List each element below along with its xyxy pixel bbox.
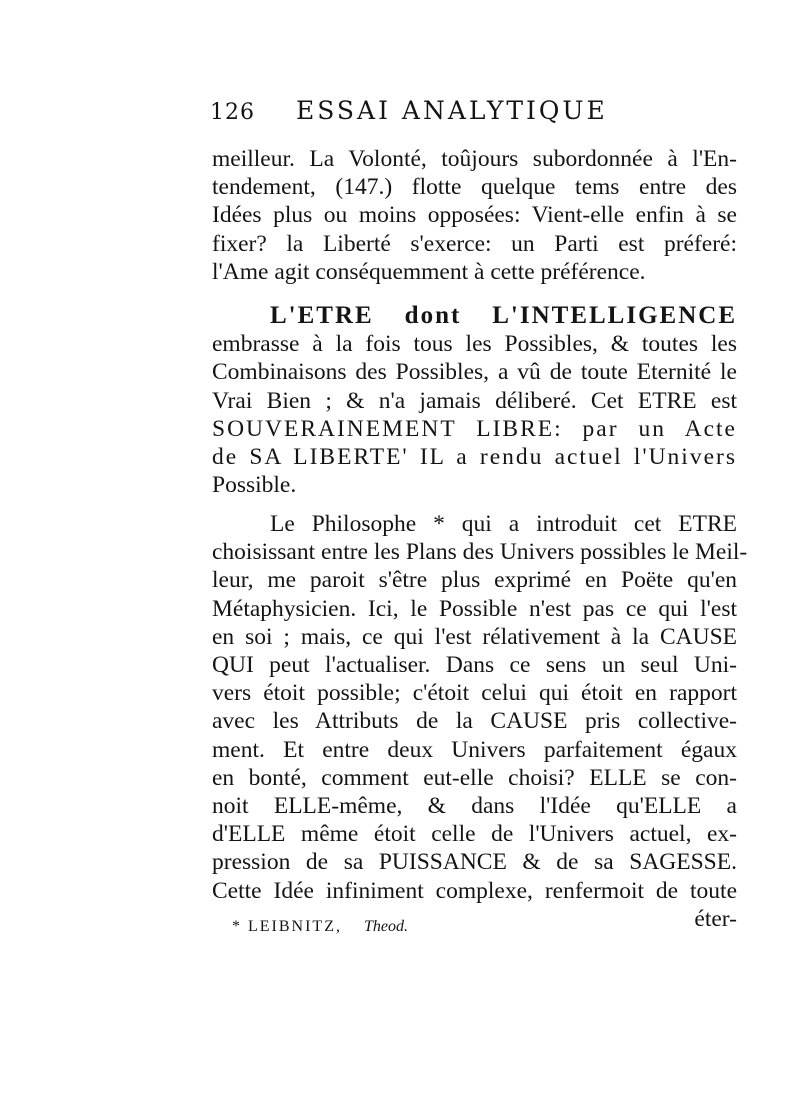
paragraph-3 bbox=[212, 510, 748, 933]
text-line: tendement, (147.) flotte quelque tems entre des bbox=[212, 174, 737, 201]
page-number: 126 bbox=[210, 100, 255, 125]
text-line: fixer? la Liberté s'exerce: un Parti est préferé: bbox=[212, 230, 737, 257]
paragraph-1 bbox=[212, 145, 737, 286]
text-line: meilleur. La Volonté, toûjours subordonnée à l'En- bbox=[212, 146, 737, 172]
text-line: ment. Et entre deux Univers parfaitement égaux bbox=[212, 736, 737, 763]
text-line: en soi ; mais, ce qui l'est rélativement à la CAUSE bbox=[212, 623, 737, 650]
footnote-work: Theod. bbox=[363, 918, 408, 935]
text-line: avec les Attributs de la CAUSE pris collective- bbox=[212, 708, 737, 735]
text-line: Combinaisons des Possibles, a vû de toute Eternité le bbox=[212, 359, 737, 386]
footnote bbox=[232, 918, 632, 936]
text-line: leur, me paroit s'être plus exprimé en Poëte qu'en bbox=[212, 567, 737, 594]
text-line: SOUVERAINEMENT LIBRE: par un Acte bbox=[212, 415, 737, 442]
text-line: l'Ame agit conséquemment à cette préférence. bbox=[212, 258, 646, 285]
text-line: L'ETRE dont L'INTELLIGENCE bbox=[270, 302, 737, 329]
text-line: en bonté, comment eut-elle choisi? ELLE se con- bbox=[212, 764, 737, 791]
text-line: Possible. bbox=[212, 472, 297, 499]
footnote-author: * LEIBNITZ, bbox=[232, 918, 342, 935]
text-line: Métaphysicien. Ici, le Possible n'est pas ce qui l'est bbox=[212, 595, 737, 622]
text-line: QUI peut l'actualiser. Dans ce sens un seul Uni- bbox=[212, 652, 737, 679]
text-line: Vrai Bien ; & n'a jamais déliberé. Cet ETRE est bbox=[212, 387, 737, 414]
text-line: de SA LIBERTE' IL a rendu actuel l'Univers bbox=[212, 444, 737, 471]
text-line: noit ELLE-même, & dans l'Idée qu'ELLE a bbox=[212, 793, 737, 820]
running-header bbox=[210, 96, 750, 125]
text-line: vers étoit possible; c'étoit celui qui étoit en rapport bbox=[212, 680, 737, 707]
text-line: pression de sa PUISSANCE & de sa SAGESSE. bbox=[212, 849, 737, 876]
text-line: Idées plus ou moins opposées: Vient-elle enfin à se bbox=[212, 202, 737, 229]
text-line: embrasse à la fois tous les Possibles, & toutes les bbox=[212, 331, 737, 358]
text-line: choisissant entre les Plans des Univers possibles le Meil- bbox=[212, 539, 748, 566]
catchword: éter- bbox=[694, 905, 737, 932]
running-title: ESSAI ANALYTIQUE bbox=[295, 96, 608, 125]
text-line: Cette Idée infiniment complexe, renfermoit de toute bbox=[212, 877, 737, 904]
text-line: Le Philosophe * qui a introduit cet ETRE bbox=[270, 511, 737, 537]
paragraph-2 bbox=[212, 302, 737, 499]
text-line: d'ELLE même étoit celle de l'Univers actuel, ex- bbox=[212, 821, 737, 848]
